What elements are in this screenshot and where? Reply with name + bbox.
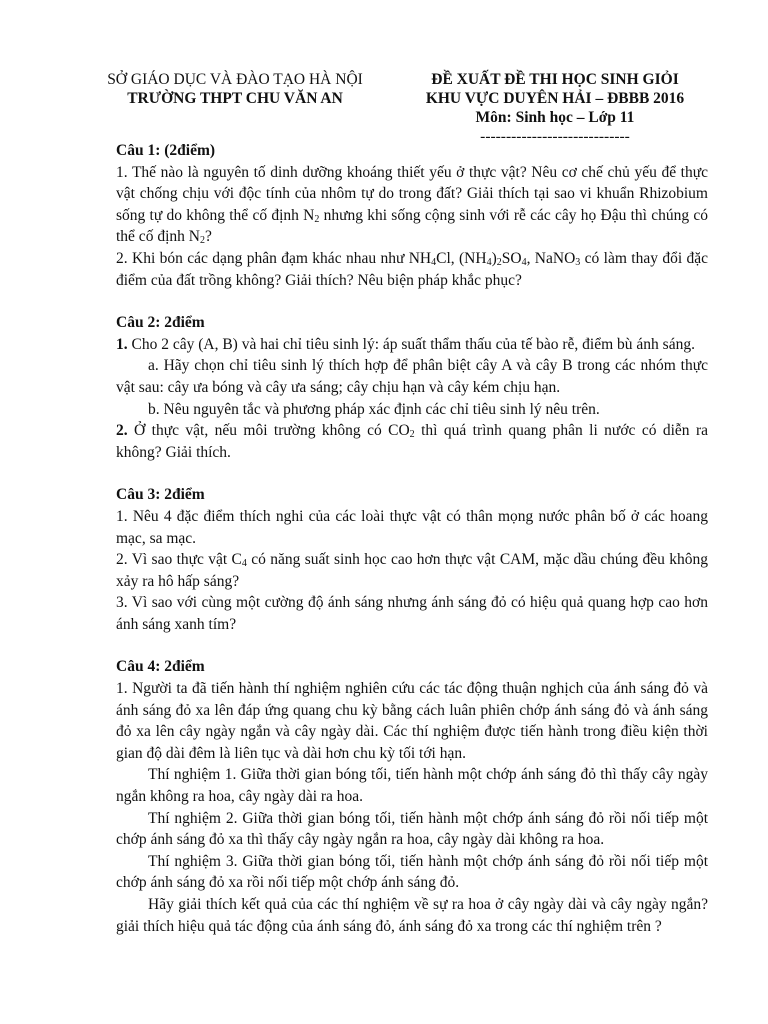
question-2-part-1a: a. Hãy chọn chỉ tiêu sinh lý thích hợp để phân biệt cây A và cây B trong các nhóm thực vật sau: cây ưa bóng và cây ưa sáng; cây chịu hạn và cây kém chịu hạn. bbox=[116, 357, 708, 396]
question-1-part-2: 2. Khi bón các dạng phân đạm khác nhau như $NH_4Cl$, $(NH_4)_2SO_4$, NaNO$_3$ có làm thay đổi đặc điểm của đất trồng không? Giải thích? Nêu biện pháp khắc phục? bbox=[116, 249, 709, 289]
experiment-3: Thí nghiệm 3. Giữa thời gian bóng tối, tiến hành một chớp ánh sáng đỏ rồi nối tiếp một chớp ánh sáng đỏ xa rồi nối tiếp một chớp ánh sáng đỏ. bbox=[116, 852, 708, 892]
header-separator: ----------------------------- bbox=[480, 128, 630, 145]
question-2-title: Câu 2: 2điểm bbox=[116, 314, 205, 332]
question-3-part-3: 3. Vì sao với cùng một cường độ ánh sáng nhưng ánh sáng đỏ có hiệu quả quang hợp cao hơn ánh sáng xanh tím? bbox=[116, 594, 708, 633]
question-4-title: Câu 4: 2điểm bbox=[116, 658, 205, 676]
question-2-part-1: 1. Cho 2 cây (A, B) và hai chỉ tiêu sinh lý: áp suất thẩm thấu của tế bào rễ, điểm bù ánh sáng. bbox=[116, 335, 695, 353]
question-3 bbox=[116, 484, 708, 635]
question-2 bbox=[116, 312, 708, 463]
header-left bbox=[100, 70, 370, 108]
question-3-part-2: 2. Vì sao thực vật $C_4$ có năng suất sinh học cao hơn thực vật CAM, mặc dầu chúng đều không xảy ra hô hấp sáng? bbox=[116, 551, 708, 590]
experiment-2: Thí nghiệm 2. Giữa thời gian bóng tối, tiến hành một chớp ánh sáng đỏ rồi nối tiếp một chớp ánh sáng đỏ xa thì thấy cây ngày ngắn ra hoa, cây ngày dài không ra hoa. bbox=[116, 809, 708, 849]
question-2-part-2: 2. Ở thực vật, nếu môi trường không có $CO_2$ thì quá trình quang phân li nước có diễn ra không? Giải thích. bbox=[116, 422, 708, 461]
exam-content bbox=[116, 140, 708, 937]
question-3-part-1: 1. Nêu 4 đặc điểm thích nghi của các loài thực vật có thân mọng nước phân bố ở các hoang mạc, sa mạc. bbox=[116, 507, 708, 547]
exam-title: ĐỀ XUẤT ĐỀ THI HỌC SINH GIỎI bbox=[431, 71, 679, 88]
exam-subject: Môn: Sinh học – Lớp 11 bbox=[475, 109, 635, 126]
question-4 bbox=[116, 656, 708, 937]
question-1-part-1: 1. Thế nào là nguyên tố dinh dưỡng khoáng thiết yếu ở thực vật? Nêu cơ chế chủ yếu để thực vật chống chịu với độc tính của nhôm tự do trong đất? Giải thích tại sao vi khuẩn Rhizobium sống tự do không thể cố định $N_2$ nhưng khi sống cộng sinh với rễ các cây họ Đậu thì chúng có thể cố định $N_2$? bbox=[116, 163, 708, 247]
header-right bbox=[405, 70, 705, 146]
question-1-title: Câu 1: (2điểm) bbox=[116, 142, 216, 159]
question-3-title: Câu 3: 2điểm bbox=[116, 486, 205, 504]
school-name: TRƯỜNG THPT CHU VĂN AN bbox=[127, 90, 343, 107]
question-4-prompt: Hãy giải thích kết quả của các thí nghiệm về sự ra hoa ở cây ngày dài và cây ngày ngắn? giải thích hiệu quả tác động của ánh sáng đỏ, ánh sáng đỏ xa trong các thí nghiệm trên ? bbox=[116, 896, 708, 935]
question-1 bbox=[116, 140, 708, 291]
department-name: SỞ GIÁO DỤC VÀ ĐÀO TẠO HÀ NỘI bbox=[107, 71, 363, 88]
experiment-1: Thí nghiệm 1. Giữa thời gian bóng tối, tiến hành một chớp ánh sáng đỏ thì thấy cây ngày ngắn không ra hoa, cây ngày dài ra hoa. bbox=[116, 766, 708, 806]
exam-region: KHU VỰC DUYÊN HẢI – ĐBBB 2016 bbox=[425, 90, 685, 107]
question-2-part-1b: b. Nêu nguyên tắc và phương pháp xác định các chỉ tiêu sinh lý nêu trên. bbox=[148, 400, 600, 418]
question-4-part-1: 1. Người ta đã tiến hành thí nghiệm nghiên cứu các tác động thuận nghịch của ánh sáng đỏ và ánh sáng đỏ xa lên đáp ứng quang chu kỳ bằng cách luân phiên chớp ánh sáng đỏ và ánh sáng đỏ xa lên cây ngày ngắn và cây ngày dài. Các thí nghiệm được tiến hành trong điều kiện thời gian độ dài đêm là liên tục và dài hơn chu kỳ tối tới hạn. bbox=[116, 680, 708, 762]
